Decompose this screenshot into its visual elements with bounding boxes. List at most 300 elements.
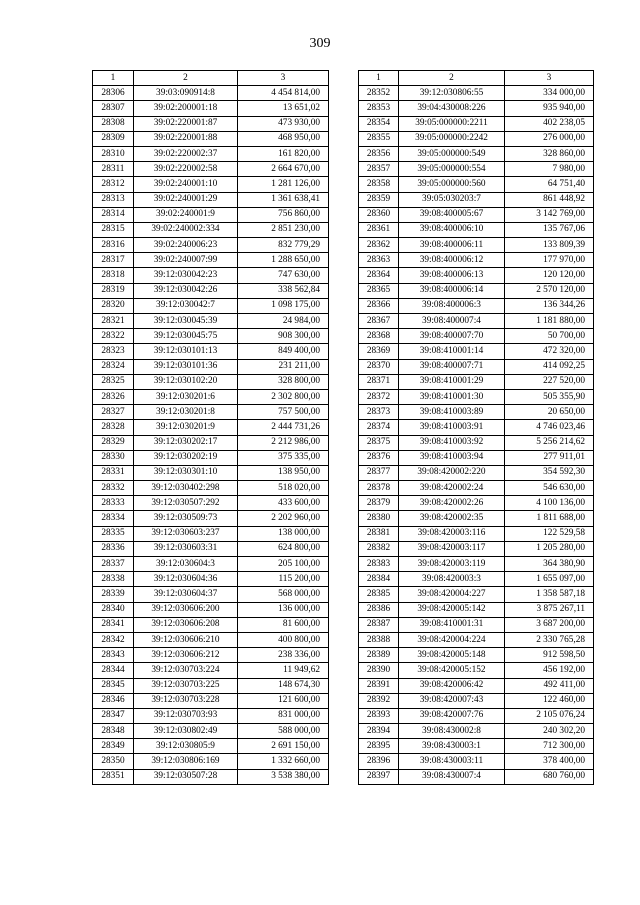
cell-row-number: 28380: [359, 511, 399, 526]
cell-value: 3 538 380,00: [238, 769, 329, 784]
cell-cadastral-number: 39:08:420002:35: [399, 511, 505, 526]
cell-row-number: 28370: [359, 359, 399, 374]
cell-value: 240 302,20: [505, 724, 594, 739]
cell-cadastral-number: 39:05:000000:560: [399, 177, 505, 192]
cell-row-number: 28368: [359, 329, 399, 344]
cell-row-number: 28314: [93, 207, 134, 222]
table-row: [359, 162, 594, 177]
cell-cadastral-number: 39:12:030101:13: [134, 344, 238, 359]
table-row: [359, 389, 594, 404]
cell-value: 5 256 214,62: [505, 435, 594, 450]
table-row: [359, 663, 594, 678]
table-row: [93, 162, 329, 177]
cell-cadastral-number: 39:08:420005:142: [399, 602, 505, 617]
cell-value: 832 779,29: [238, 238, 329, 253]
cell-cadastral-number: 39:08:410003:91: [399, 420, 505, 435]
cell-cadastral-number: 39:12:030509:73: [134, 511, 238, 526]
cell-row-number: 28328: [93, 420, 134, 435]
cell-row-number: 28343: [93, 648, 134, 663]
cell-cadastral-number: 39:08:410003:89: [399, 405, 505, 420]
table-row: [359, 359, 594, 374]
table-row: [359, 739, 594, 754]
column-header-number: 1: [359, 71, 399, 86]
cell-cadastral-number: 39:12:030042:23: [134, 268, 238, 283]
cell-value: 135 767,06: [505, 222, 594, 237]
cell-row-number: 28306: [93, 86, 134, 101]
cell-cadastral-number: 39:12:030201:8: [134, 405, 238, 420]
cell-row-number: 28325: [93, 374, 134, 389]
cell-value: 136 000,00: [238, 602, 329, 617]
table-row: [359, 617, 594, 632]
table-row: [359, 192, 594, 207]
cell-value: 712 300,00: [505, 739, 594, 754]
cell-row-number: 28397: [359, 769, 399, 784]
cell-row-number: 28316: [93, 238, 134, 253]
cell-row-number: 28396: [359, 754, 399, 769]
cell-value: 2 691 150,00: [238, 739, 329, 754]
cell-cadastral-number: 39:02:240001:29: [134, 192, 238, 207]
cell-cadastral-number: 39:08:430007:4: [399, 769, 505, 784]
cell-row-number: 28346: [93, 693, 134, 708]
cell-cadastral-number: 39:04:430008:226: [399, 101, 505, 116]
cell-row-number: 28348: [93, 724, 134, 739]
cell-value: 1 205 280,00: [505, 541, 594, 556]
cell-row-number: 28341: [93, 617, 134, 632]
cell-row-number: 28357: [359, 162, 399, 177]
cell-row-number: 28395: [359, 739, 399, 754]
table-row: [93, 283, 329, 298]
cell-value: 2 212 986,00: [238, 435, 329, 450]
table-row: [93, 192, 329, 207]
cell-value: 2 570 120,00: [505, 283, 594, 298]
cell-cadastral-number: 39:08:400006:12: [399, 253, 505, 268]
table-row: [93, 298, 329, 313]
cell-value: 364 380,90: [505, 557, 594, 572]
table-header-row: [359, 71, 594, 86]
cell-cadastral-number: 39:08:420004:227: [399, 587, 505, 602]
cell-row-number: 28383: [359, 557, 399, 572]
table-row: [359, 541, 594, 556]
cell-value: 1 281 126,00: [238, 177, 329, 192]
cell-cadastral-number: 39:12:030201:6: [134, 389, 238, 404]
cell-row-number: 28344: [93, 663, 134, 678]
cell-value: 402 238,05: [505, 116, 594, 131]
table-row: [93, 632, 329, 647]
cell-cadastral-number: 39:08:420002:220: [399, 465, 505, 480]
table-row: [93, 481, 329, 496]
cell-row-number: 28350: [93, 754, 134, 769]
cell-row-number: 28388: [359, 632, 399, 647]
cell-value: 50 700,00: [505, 329, 594, 344]
cell-cadastral-number: 39:08:420007:76: [399, 708, 505, 723]
cell-row-number: 28373: [359, 405, 399, 420]
cell-row-number: 28307: [93, 101, 134, 116]
table-row: [93, 602, 329, 617]
table-row: [93, 314, 329, 329]
cell-value: 338 562,84: [238, 283, 329, 298]
register-table-left: [92, 70, 329, 785]
cell-cadastral-number: 39:12:030603:237: [134, 526, 238, 541]
cell-cadastral-number: 39:05:000000:2211: [399, 116, 505, 131]
cell-cadastral-number: 39:12:030703:93: [134, 708, 238, 723]
cell-row-number: 28390: [359, 663, 399, 678]
column-header-value: 3: [505, 71, 594, 86]
cell-row-number: 28384: [359, 572, 399, 587]
cell-cadastral-number: 39:05:000000:549: [399, 146, 505, 161]
cell-cadastral-number: 39:12:030604:36: [134, 572, 238, 587]
column-header-cadastral: 2: [134, 71, 238, 86]
cell-cadastral-number: 39:12:030802:49: [134, 724, 238, 739]
cell-row-number: 28320: [93, 298, 134, 313]
cell-row-number: 28324: [93, 359, 134, 374]
cell-value: 568 000,00: [238, 587, 329, 602]
table-row: [93, 344, 329, 359]
cell-row-number: 28367: [359, 314, 399, 329]
cell-cadastral-number: 39:02:240006:23: [134, 238, 238, 253]
table-row: [359, 329, 594, 344]
cell-row-number: 28311: [93, 162, 134, 177]
cell-cadastral-number: 39:08:420003:3: [399, 572, 505, 587]
cell-cadastral-number: 39:02:240001:10: [134, 177, 238, 192]
cell-row-number: 28381: [359, 526, 399, 541]
cell-value: 414 092,25: [505, 359, 594, 374]
cell-value: 378 400,00: [505, 754, 594, 769]
column-header-cadastral: 2: [399, 71, 505, 86]
cell-value: 1 811 688,00: [505, 511, 594, 526]
table-row: [359, 481, 594, 496]
cell-cadastral-number: 39:12:030202:19: [134, 450, 238, 465]
cell-value: 121 600,00: [238, 693, 329, 708]
cell-cadastral-number: 39:12:030202:17: [134, 435, 238, 450]
cell-row-number: 28345: [93, 678, 134, 693]
cell-value: 756 860,00: [238, 207, 329, 222]
cell-value: 624 800,00: [238, 541, 329, 556]
cell-value: 227 520,00: [505, 374, 594, 389]
cell-value: 2 851 230,00: [238, 222, 329, 237]
cell-value: 518 020,00: [238, 481, 329, 496]
table-row: [93, 754, 329, 769]
cell-cadastral-number: 39:12:030507:28: [134, 769, 238, 784]
table-row: [359, 298, 594, 313]
cell-cadastral-number: 39:12:030101:36: [134, 359, 238, 374]
table-row: [359, 496, 594, 511]
cell-row-number: 28377: [359, 465, 399, 480]
cell-cadastral-number: 39:12:030301:10: [134, 465, 238, 480]
cell-row-number: 28312: [93, 177, 134, 192]
table-row: [359, 754, 594, 769]
cell-value: 120 120,00: [505, 268, 594, 283]
cell-value: 747 630,00: [238, 268, 329, 283]
table-row: [359, 602, 594, 617]
cell-value: 2 302 800,00: [238, 389, 329, 404]
table-row: [359, 465, 594, 480]
table-row: [359, 177, 594, 192]
cell-row-number: 28338: [93, 572, 134, 587]
cell-value: 492 411,00: [505, 678, 594, 693]
table-row: [93, 329, 329, 344]
cell-row-number: 28389: [359, 648, 399, 663]
table-row: [359, 253, 594, 268]
table-row: [93, 511, 329, 526]
table-row: [93, 177, 329, 192]
cell-cadastral-number: 39:02:240001:9: [134, 207, 238, 222]
table-row: [93, 389, 329, 404]
cell-cadastral-number: 39:08:400007:71: [399, 359, 505, 374]
cell-row-number: 28335: [93, 526, 134, 541]
cell-cadastral-number: 39:08:410001:14: [399, 344, 505, 359]
cell-value: 64 751,40: [505, 177, 594, 192]
table-row: [359, 648, 594, 663]
cell-value: 4 100 136,00: [505, 496, 594, 511]
cell-cadastral-number: 39:12:030606:212: [134, 648, 238, 663]
table-row: [359, 678, 594, 693]
cell-value: 334 000,00: [505, 86, 594, 101]
cell-row-number: 28331: [93, 465, 134, 480]
cell-row-number: 28349: [93, 739, 134, 754]
table-row: [93, 648, 329, 663]
cell-cadastral-number: 39:08:410003:92: [399, 435, 505, 450]
cell-row-number: 28323: [93, 344, 134, 359]
cell-value: 3 142 769,00: [505, 207, 594, 222]
cell-cadastral-number: 39:12:030507:292: [134, 496, 238, 511]
cell-cadastral-number: 39:12:030102:20: [134, 374, 238, 389]
cell-value: 148 674,30: [238, 678, 329, 693]
cell-value: 354 592,30: [505, 465, 594, 480]
cell-value: 861 448,92: [505, 192, 594, 207]
cell-row-number: 28340: [93, 602, 134, 617]
cell-row-number: 28353: [359, 101, 399, 116]
cell-value: 138 000,00: [238, 526, 329, 541]
table-row: [93, 526, 329, 541]
table-row: [93, 405, 329, 420]
cell-row-number: 28364: [359, 268, 399, 283]
cell-cadastral-number: 39:12:030606:210: [134, 632, 238, 647]
cell-row-number: 28310: [93, 146, 134, 161]
table-row: [93, 708, 329, 723]
table-body-right: [359, 86, 594, 785]
cell-value: 2 664 670,00: [238, 162, 329, 177]
cell-value: 1 098 175,00: [238, 298, 329, 313]
cell-row-number: 28351: [93, 769, 134, 784]
cell-value: 588 000,00: [238, 724, 329, 739]
cell-cadastral-number: 39:08:410001:31: [399, 617, 505, 632]
cell-value: 1 358 587,18: [505, 587, 594, 602]
table-row: [359, 724, 594, 739]
cell-value: 2 330 765,28: [505, 632, 594, 647]
cell-row-number: 28369: [359, 344, 399, 359]
table-row: [93, 617, 329, 632]
cell-row-number: 28372: [359, 389, 399, 404]
cell-cadastral-number: 39:02:220001:87: [134, 116, 238, 131]
cell-cadastral-number: 39:02:220002:37: [134, 146, 238, 161]
cell-value: 13 651,02: [238, 101, 329, 116]
cell-row-number: 28342: [93, 632, 134, 647]
table-row: [359, 572, 594, 587]
cell-row-number: 28326: [93, 389, 134, 404]
cell-value: 177 970,00: [505, 253, 594, 268]
table-row: [93, 207, 329, 222]
page-number: 309: [309, 36, 331, 51]
cell-cadastral-number: 39:12:030604:3: [134, 557, 238, 572]
cell-value: 11 949,62: [238, 663, 329, 678]
cell-value: 24 984,00: [238, 314, 329, 329]
table-body-left: [93, 86, 329, 785]
cell-row-number: 28362: [359, 238, 399, 253]
cell-row-number: 28352: [359, 86, 399, 101]
cell-cadastral-number: 39:12:030606:200: [134, 602, 238, 617]
cell-row-number: 28309: [93, 131, 134, 146]
cell-row-number: 28363: [359, 253, 399, 268]
table-row: [93, 131, 329, 146]
cell-row-number: 28374: [359, 420, 399, 435]
cell-row-number: 28394: [359, 724, 399, 739]
table-row: [359, 708, 594, 723]
cell-cadastral-number: 39:08:420003:117: [399, 541, 505, 556]
cell-cadastral-number: 39:08:400006:3: [399, 298, 505, 313]
cell-row-number: 28391: [359, 678, 399, 693]
table-row: [93, 359, 329, 374]
cell-row-number: 28318: [93, 268, 134, 283]
cell-cadastral-number: 39:12:030042:26: [134, 283, 238, 298]
cell-row-number: 28365: [359, 283, 399, 298]
cell-value: 122 529,58: [505, 526, 594, 541]
cell-value: 849 400,00: [238, 344, 329, 359]
table-row: [93, 222, 329, 237]
table-row: [93, 724, 329, 739]
cell-value: 546 630,00: [505, 481, 594, 496]
cell-cadastral-number: 39:08:400006:10: [399, 222, 505, 237]
table-row: [359, 314, 594, 329]
table-row: [359, 420, 594, 435]
cell-value: 433 600,00: [238, 496, 329, 511]
cell-value: 138 950,00: [238, 465, 329, 480]
table-row: [359, 526, 594, 541]
cell-value: 456 192,00: [505, 663, 594, 678]
cell-cadastral-number: 39:02:240007:99: [134, 253, 238, 268]
cell-cadastral-number: 39:12:030201:9: [134, 420, 238, 435]
cell-value: 2 202 960,00: [238, 511, 329, 526]
cell-value: 238 336,00: [238, 648, 329, 663]
cell-cadastral-number: 39:05:000000:554: [399, 162, 505, 177]
cell-row-number: 28375: [359, 435, 399, 450]
table-row: [359, 222, 594, 237]
table-row: [359, 557, 594, 572]
cell-row-number: 28378: [359, 481, 399, 496]
table-row: [93, 496, 329, 511]
cell-cadastral-number: 39:08:420005:152: [399, 663, 505, 678]
cell-value: 4 746 023,46: [505, 420, 594, 435]
cell-cadastral-number: 39:08:410001:30: [399, 389, 505, 404]
cell-value: 473 930,00: [238, 116, 329, 131]
cell-row-number: 28321: [93, 314, 134, 329]
table-row: [93, 557, 329, 572]
table-row: [359, 131, 594, 146]
table-row: [93, 693, 329, 708]
table-row: [93, 101, 329, 116]
table-row: [93, 86, 329, 101]
cell-cadastral-number: 39:08:420005:148: [399, 648, 505, 663]
cell-cadastral-number: 39:02:200001:18: [134, 101, 238, 116]
cell-row-number: 28315: [93, 222, 134, 237]
cell-value: 2 444 731,26: [238, 420, 329, 435]
cell-row-number: 28337: [93, 557, 134, 572]
cell-cadastral-number: 39:12:030606:208: [134, 617, 238, 632]
column-header-number: 1: [93, 71, 134, 86]
cell-row-number: 28336: [93, 541, 134, 556]
cell-row-number: 28356: [359, 146, 399, 161]
cell-value: 1 361 638,41: [238, 192, 329, 207]
cell-row-number: 28385: [359, 587, 399, 602]
cell-row-number: 28334: [93, 511, 134, 526]
cell-value: 935 940,00: [505, 101, 594, 116]
cell-row-number: 28354: [359, 116, 399, 131]
cell-value: 908 300,00: [238, 329, 329, 344]
cell-value: 4 454 814,00: [238, 86, 329, 101]
cell-value: 2 105 076,24: [505, 708, 594, 723]
table-row: [93, 374, 329, 389]
cell-cadastral-number: 39:12:030604:37: [134, 587, 238, 602]
table-row: [93, 739, 329, 754]
cell-value: 231 211,00: [238, 359, 329, 374]
cell-row-number: 28360: [359, 207, 399, 222]
table-row: [93, 146, 329, 161]
cell-cadastral-number: 39:08:420004:224: [399, 632, 505, 647]
cell-cadastral-number: 39:08:400006:11: [399, 238, 505, 253]
cell-cadastral-number: 39:05:030203:7: [399, 192, 505, 207]
cell-value: 276 000,00: [505, 131, 594, 146]
cell-value: 20 650,00: [505, 405, 594, 420]
table-row: [93, 769, 329, 784]
cell-cadastral-number: 39:05:000000:2242: [399, 131, 505, 146]
cell-value: 3 687 200,00: [505, 617, 594, 632]
cell-cadastral-number: 39:08:420002:26: [399, 496, 505, 511]
cell-value: 133 809,39: [505, 238, 594, 253]
cell-cadastral-number: 39:08:400007:4: [399, 314, 505, 329]
table-row: [93, 253, 329, 268]
cell-value: 1 288 650,00: [238, 253, 329, 268]
cell-value: 757 500,00: [238, 405, 329, 420]
table-row: [93, 238, 329, 253]
table-row: [93, 435, 329, 450]
cell-value: 328 800,00: [238, 374, 329, 389]
table-row: [359, 435, 594, 450]
table-row: [93, 465, 329, 480]
cell-cadastral-number: 39:12:030045:75: [134, 329, 238, 344]
cell-row-number: 28347: [93, 708, 134, 723]
cell-row-number: 28358: [359, 177, 399, 192]
cell-row-number: 28329: [93, 435, 134, 450]
cell-value: 136 344,26: [505, 298, 594, 313]
cell-row-number: 28376: [359, 450, 399, 465]
cell-value: 400 800,00: [238, 632, 329, 647]
table-row: [359, 116, 594, 131]
cell-value: 912 598,50: [505, 648, 594, 663]
cell-row-number: 28330: [93, 450, 134, 465]
cell-row-number: 28366: [359, 298, 399, 313]
table-row: [93, 420, 329, 435]
cell-cadastral-number: 39:12:030805:9: [134, 739, 238, 754]
cell-value: 1 332 660,00: [238, 754, 329, 769]
cell-cadastral-number: 39:08:430003:11: [399, 754, 505, 769]
cell-value: 680 760,00: [505, 769, 594, 784]
table-row: [93, 116, 329, 131]
cell-value: 122 460,00: [505, 693, 594, 708]
cell-value: 328 860,00: [505, 146, 594, 161]
table-row: [359, 207, 594, 222]
table-row: [93, 572, 329, 587]
table-row: [359, 450, 594, 465]
cell-cadastral-number: 39:08:400006:13: [399, 268, 505, 283]
